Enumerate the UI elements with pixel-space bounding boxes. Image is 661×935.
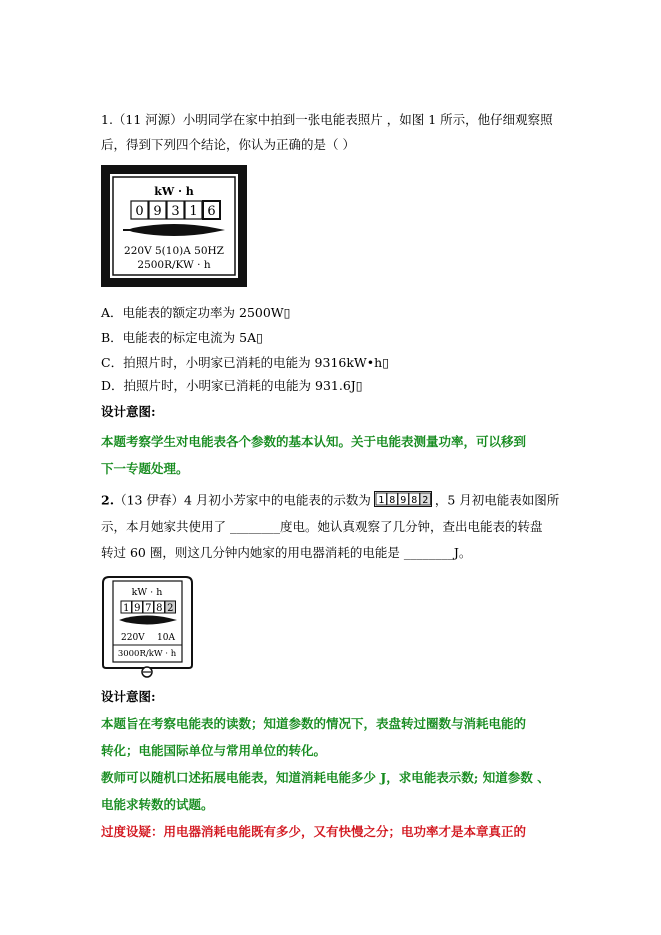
meter-2-digit: 8 — [156, 603, 163, 614]
meter-1-digit: 3 — [171, 204, 180, 219]
q2-teacher-line-1: 教师可以随机口述拓展电能表，知道消耗电能多少 J，求电能表示数; 知道参数 、 — [101, 770, 550, 785]
meter-2-spec-2: 3000R/kW · h — [117, 649, 177, 659]
electric-meter-figure-1 — [101, 165, 247, 287]
q2-transition-line: 过度设疑：用电器消耗电能既有多少，又有快慢之分；电功率才是本章真正的 — [101, 824, 527, 839]
q1-line-1: 1.（11 河源）小明同学在家中拍到一张电能表照片 ，如图 1 所示，他仔细观察照 — [101, 112, 553, 127]
q2-line-3: 转过 60 圈，则这几分钟内她家的用电器消耗的电能是 ________J。 — [101, 545, 472, 560]
meter-1-spec-1: 220V 5(10)A 50HZ — [124, 245, 224, 257]
q2-design-line-1: 本题旨在考察电能表的读数；知道参数的情况下，表盘转过圈数与消耗电能的 — [101, 716, 527, 731]
meter-1-digits — [131, 201, 220, 219]
meter-1-digit: 1 — [189, 204, 198, 219]
electric-meter-figure-2 — [101, 575, 194, 678]
q2-number: 2. — [101, 492, 115, 508]
q2-line-1-before: （13 伊春）4 月初小芳家中的电能表的示数为 — [114, 492, 371, 508]
meter-2-digit: 2 — [167, 603, 174, 614]
meter-1-drawing — [101, 165, 247, 287]
meter-1-unit: kW · h — [154, 185, 194, 198]
q1-option-d: D．拍照片时，小明家已消耗的电能为 931.6J▯ — [101, 378, 363, 393]
meter-2-digit: 7 — [145, 603, 152, 614]
meter-1-digit: 0 — [135, 204, 144, 219]
q2-line-1 — [101, 491, 559, 511]
q2-teacher-line-2: 电能求转数的试题。 — [101, 797, 214, 812]
q1-design-line-2: 下一专题处理。 — [101, 461, 189, 476]
meter-2-spec-current: 10A — [157, 633, 175, 643]
inline-digit: 1 — [378, 495, 385, 506]
q1-design-line-1: 本题考察学生对电能表各个参数的基本认知。关于电能表测量功率，可以移到 — [101, 434, 527, 449]
inline-digit: 8 — [389, 495, 396, 506]
meter-2-drawing — [101, 575, 194, 678]
q2-design-line-2: 转化；电能国际单位与常用单位的转化。 — [101, 743, 327, 758]
q2-design-heading: 设计意图: — [101, 689, 156, 704]
meter-2-unit: kW · h — [131, 587, 163, 598]
q1-line-2: 后，得到下列四个结论，你认为正确的是（ ） — [101, 137, 355, 152]
meter-1-spec-2: 2500R/KW · h — [137, 259, 211, 271]
meter-2-digit: 1 — [123, 603, 130, 614]
q1-design-heading: 设计意图: — [101, 404, 156, 419]
meter-2-digit: 9 — [134, 603, 141, 614]
meter-1-digit: 6 — [207, 204, 216, 219]
q2-line-1-after: ，5 月初电能表如图所 — [434, 492, 560, 508]
inline-digit: 9 — [400, 495, 407, 506]
inline-meter-reading — [374, 491, 432, 511]
meter-2-spec-voltage: 220V — [121, 633, 145, 643]
q1-option-b: B．电能表的标定电流为 5A▯ — [101, 330, 264, 345]
q1-option-c: C．拍照片时，小明家已消耗的电能为 9316kW•h▯ — [101, 355, 390, 370]
q1-option-a: A．电能表的额定功率为 2500W▯ — [101, 305, 291, 320]
q2-line-2: 示，本月她家共使用了 ________度电。她认真观察了几分钟，查出电能表的转盘 — [101, 519, 543, 534]
meter-1-digit: 9 — [153, 204, 162, 219]
inline-digit: 2 — [422, 495, 429, 506]
inline-digit: 8 — [411, 495, 418, 506]
meter-2-digits — [121, 601, 176, 614]
